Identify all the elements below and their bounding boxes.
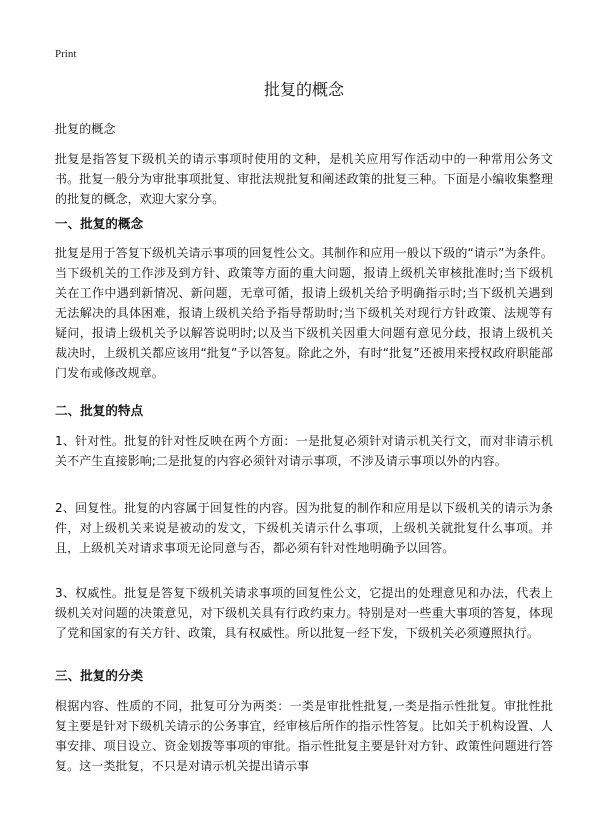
print-link[interactable]: Print [55, 48, 77, 60]
document-title: 批复的概念 [263, 80, 344, 99]
categories-paragraph: 根据内容、性质的不同，批复可分为两类：一类是审批性批复,一类是指示性批复。审批性批复主要是针对下级机关请示的公务事宜，经审核后所作的指示性答复。比如关于机构设置、人事安排、项目设立、资金划拨等事项的审批。指示性批复主要是针对方针、政策性问题进行答复。这一类批复，不只是对请示机关提出请示事 [55, 699, 553, 773]
feature-paragraph-targeted: 1、针对性。批复的针对性反映在两个方面：一是批复必须针对请示机关行文，而对非请示机关不产生直接影响;二是批复的内容必须针对请示事项，不涉及请示事项以外的内容。 [55, 434, 553, 468]
feature-paragraph-reply: 2、回复性。批复的内容属于回复性的内容。因为批复的制作和应用是以下级机关的请示为条件，对上级机关来说是被动的发文，下级机关请示什么事项，上级机关就批复什么事项。并且，上级机关对请求事项无论同意与否，都必须有针对性地明确予以回答。 [55, 501, 553, 555]
section-heading-concept: 一、批复的概念 [55, 216, 144, 231]
document-subtitle: 批复的概念 [55, 122, 116, 136]
section-heading-categories: 三、批复的分类 [55, 668, 144, 683]
feature-paragraph-authority: 3、权威性。批复是答复下级机关请求事项的回复性公文，它提出的处理意见和办法，代表上级机关对问题的决策意见，对下级机关具有行政约束力。特别是对一些重大事项的答复，体现了党和国家的有关方针、政策，具有权威性。所以批复一经下发，下级机关必须遵照执行。 [55, 586, 553, 640]
concept-paragraph: 批复是用于答复下级机关请示事项的回复性公文。其制作和应用一般以下级的“请示”为条件。当下级机关的工作涉及到方针、政策等方面的重大问题，报请上级机关审核批准时;当下级机关在工作中遇到新情况、新问题，无章可循，报请上级机关给予明确指示时;当下级机关遇到无法解决的具体困难，报请上级机关给予指导帮助时;当下级机关对现行方针政策、法规等有疑问，报请上级机关予以解答说明时;以及当下级机关因重大问题有意见分歧，报请上级机关裁决时，上级机关都应该用“批复”予以答复。除此之外，有时“批复”还被用来授权政府职能部门发布或修改规章。 [55, 246, 553, 380]
intro-paragraph: 批复是指答复下级机关的请示事项时使用的文种，是机关应用写作活动中的一种常用公务文书。批复一般分为审批事项批复、审批法规批复和阐述政策的批复三种。下面是小编收集整理的批复的概念，欢迎大家分享。 [55, 152, 553, 206]
section-heading-features: 二、批复的特点 [55, 403, 144, 418]
